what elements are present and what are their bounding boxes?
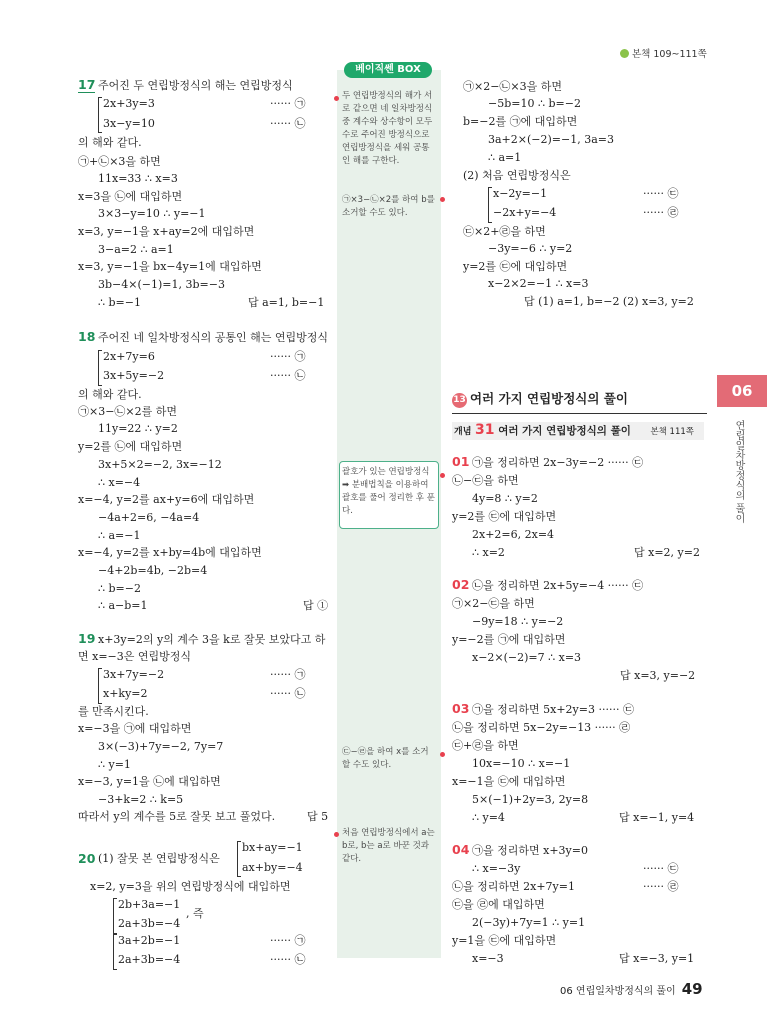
solution-line: x=3, y=−1을 bx−4y=1에 대입하면 [78,260,262,273]
solution-line: 3x+7y=−2 [103,668,165,681]
solution-line: 답 5 [307,810,329,823]
solution-line: 답 x=2, y=2 [634,546,700,559]
solution-line: 따라서 y의 계수를 5로 잘못 보고 풀었다. [78,810,276,823]
solution-line: ······ ㉡ [270,117,306,130]
solution-line: ㉠×3−㉡×2를 하면 [78,405,178,418]
solution-line: ㉠을 정리하면 5x+2y=3 ······ ㉢ [472,703,634,716]
solution-line: y=−2를 ㉠에 대입하면 [452,633,566,646]
solution-line: ㉡−㉢을 하면 [452,474,519,487]
concept-bar: 개념 31 여러 가지 연립방정식의 풀이 본책 111쪽 [452,422,704,440]
solution-line: ㉡을 정리하면 2x+7y=1 [452,880,575,893]
solution-line: ㉠+㉡×3을 하면 [78,155,161,168]
solution-line: 2a+3b=−4 [118,917,181,930]
solution-line: 2x+7y=6 [103,350,155,363]
solution-line: ······ ㉡ [270,953,306,966]
side-note: ㉠×3−㉡×2를 하여 b를 소거할 수도 있다. [342,195,435,218]
solution-line: , 즉 [186,907,204,920]
solution-line: 3x+5y=−2 [103,369,165,382]
solution-line: ∴ a−b=1 [98,599,148,612]
solution-line: ㉢을 ㉣에 대입하면 [452,898,545,911]
solution-line: 3×(−3)+7y=−2, 7y=7 [98,740,224,753]
solution-line: x−2×(−2)=7 ∴ x=3 [472,651,582,664]
solution-line: −2x+y=−4 [493,206,557,219]
equation-brace [98,668,102,704]
equation-brace [237,841,241,877]
solution-line: 3x−y=10 [103,117,155,130]
equation-brace [488,187,492,223]
solution-line: ㉠×2−㉢을 하면 [452,597,535,610]
solution-line: 답 (1) a=1, b=−2 (2) x=3, y=2 [524,295,694,308]
solution-line: x−2y=−1 [493,187,548,200]
solution-line: ∴ x=−4 [98,476,141,489]
solution-line: 답 x=−3, y=1 [619,952,695,965]
solution-line: 주어진 네 일차방정식의 공통인 해는 연립방정식 [98,331,329,344]
solution-line: ······ ㉢ [643,187,679,200]
chapter-tab: 06 [717,375,767,407]
solution-line: −9y=18 ∴ y=−2 [472,615,564,628]
section-number-icon: 13 [452,393,467,408]
solution-line: ㉡을 정리하면 5x−2y=−13 ······ ㉣ [452,721,631,734]
solution-line: ∴ b=−1 [98,296,141,309]
equation-brace [113,934,117,970]
problem-number: 01 [452,454,470,469]
note-marker [440,197,445,202]
solution-line: −4+2b=4b, −2b=4 [98,564,208,577]
problem-number: 17 [78,77,96,92]
solution-line: x+3y=2의 y의 계수 3을 k로 잘못 보았다고 하 [98,633,326,646]
solution-line: 11x=33 ∴ x=3 [98,172,178,185]
solution-line: 를 만족시킨다. [78,705,149,718]
solution-line: x+ky=2 [103,687,148,700]
solution-line: −4a+2=6, −4a=4 [98,511,200,524]
solution-line: 5×(−1)+2y=3, 2y=8 [472,793,589,806]
solution-line: ∴ a=−1 [98,529,141,542]
solution-line: ∴ y=4 [472,811,505,824]
side-note: 괄호가 있는 연립방정식 ➡ 분배법칙을 이용하여 괄호를 풀어 정리한 후 푼다. [342,467,435,516]
solution-line: 2x+2=6, 2x=4 [472,528,555,541]
solution-line: b=−2를 ㉠에 대입하면 [463,115,578,128]
equation-brace [98,97,102,133]
solution-line: ······ ㉢ [643,862,679,875]
problem-number: 03 [452,701,470,716]
solution-line: ∴ x=−3y [472,862,521,875]
solution-line: 2(−3y)+7y=1 ∴ y=1 [472,916,586,929]
solution-line: ∴ y=1 [98,758,131,771]
solution-line: x=−3, y=1을 ㉡에 대입하면 [78,775,221,788]
solution-line: 면 x=−3은 연립방정식 [78,650,192,663]
section-divider [452,413,707,414]
solution-line: 답 x=3, y=−2 [620,669,696,682]
solution-line: 답 ① [303,599,329,612]
equation-brace [98,350,102,386]
solution-line: ㉡을 정리하면 2x+5y=−4 ······ ㉢ [472,579,644,592]
note-marker [440,752,445,757]
solution-line: y=1을 ㉢에 대입하면 [452,934,557,947]
solution-line: ······ ㉡ [270,369,306,382]
solution-line: ㉠×2−㉡×3을 하면 [463,80,563,93]
solution-line: ㉢+㉣을 하면 [452,739,519,752]
equation-brace [113,898,117,934]
solution-line: ······ ㉠ [270,934,306,947]
solution-line: x=−4, y=2를 ax+y=6에 대입하면 [78,493,255,506]
problem-number: 02 [452,577,470,592]
note-marker [334,832,339,837]
solution-line: x=3, y=−1을 x+ay=2에 대입하면 [78,225,255,238]
solution-line: x=−3 [472,952,504,965]
solution-line: ······ ㉠ [270,97,306,110]
side-note: 두 연립방정식의 해가 서로 같으면 네 일차방정식 중 계수와 상수항이 모두 수로 주어진 방정식으로 연립방정식을 세워 공통인 해를 구한다. [342,91,433,166]
chapter-title-vertical: 연립일차방정식의 풀이 [733,420,744,524]
side-note: ㉢−㉣을 하여 x를 소거할 수도 있다. [342,747,429,770]
solution-line: ㉢×2+㉣을 하면 [463,225,546,238]
solution-line: 3x+5×2=−2, 3x=−12 [98,458,222,471]
solution-line: 3×3−y=10 ∴ y=−1 [98,207,206,220]
solution-line: 3b−4×(−1)=1, 3b=−3 [98,278,225,291]
solution-line: x=−3을 ㉠에 대입하면 [78,722,192,735]
solution-line: 10x=−10 ∴ x=−1 [472,757,571,770]
solution-line: ∴ a=1 [488,151,522,164]
solution-line: 11y=22 ∴ y=2 [98,422,178,435]
solution-line: ∴ b=−2 [98,582,141,595]
book-icon [620,49,629,58]
section-header: 13 여러 가지 연립방정식의 풀이 [453,391,628,406]
solution-line: y=2를 ㉡에 대입하면 [78,440,183,453]
solution-line: bx+ay=−1 [242,841,303,854]
solution-line: ······ ㉡ [270,687,306,700]
solution-line: x=2, y=3을 위의 연립방정식에 대입하면 [90,880,291,893]
solution-line: −3+k=2 ∴ k=5 [98,793,184,806]
solution-line: 의 해와 같다. [78,388,142,401]
solution-line: ∴ x=2 [472,546,505,559]
problem-number: 04 [452,842,470,857]
solution-line: 답 a=1, b=−1 [248,296,325,309]
solution-line: 3a+2b=−1 [118,934,181,947]
note-marker [440,473,445,478]
solution-line: −5b=10 ∴ b=−2 [488,97,581,110]
solution-line: x−2×2=−1 ∴ x=3 [488,277,589,290]
solution-line: 2x+3y=3 [103,97,155,110]
note-marker [334,96,339,101]
solution-line: ······ ㉠ [270,350,306,363]
solution-line: ······ ㉣ [643,880,679,893]
problem-number: 18 [78,329,96,344]
solution-line: 답 x=−1, y=4 [619,811,695,824]
footer: 06 연립일차방정식의 풀이 49 [560,980,703,998]
solution-line: x=3을 ㉡에 대입하면 [78,190,183,203]
solution-line: (1) 잘못 본 연립방정식은 [98,852,220,865]
solution-line: 3a+2×(−2)=−1, 3a=3 [488,133,614,146]
solution-line: ······ ㉠ [270,668,306,681]
solution-line: (2) 처음 연립방정식은 [463,169,571,182]
solution-line: ㉠을 정리하면 2x−3y=−2 ······ ㉢ [472,456,644,469]
problem-number: 20 [78,851,96,866]
solution-line: ······ ㉣ [643,206,679,219]
solution-line: 3−a=2 ∴ a=1 [98,243,174,256]
solution-line: ㉠을 정리하면 x+3y=0 [472,844,588,857]
solution-line: x=−1을 ㉢에 대입하면 [452,775,566,788]
page-reference: 본책 109~111쪽 [620,46,707,60]
solution-line: y=2를 ㉢에 대입하면 [463,260,568,273]
solution-line: y=2를 ㉢에 대입하면 [452,510,557,523]
problem-number: 19 [78,631,96,646]
solution-line: 의 해와 같다. [78,136,142,149]
solution-line: 2a+3b=−4 [118,953,181,966]
solution-line: 4y=8 ∴ y=2 [472,492,538,505]
solution-line: ax+by=−4 [242,861,303,874]
solution-line: 2b+3a=−1 [118,898,181,911]
box-title: 베이직쎈 BOX [344,62,432,78]
page-number: 49 [681,980,703,998]
solution-line: −3y=−6 ∴ y=2 [488,242,573,255]
solution-line: x=−4, y=2를 x+by=4b에 대입하면 [78,546,262,559]
solution-line: 주어진 두 연립방정식의 해는 연립방정식 [98,79,293,92]
side-note: 처음 연립방정식에서 a는 b로, b는 a로 바꾼 것과 같다. [342,828,435,864]
